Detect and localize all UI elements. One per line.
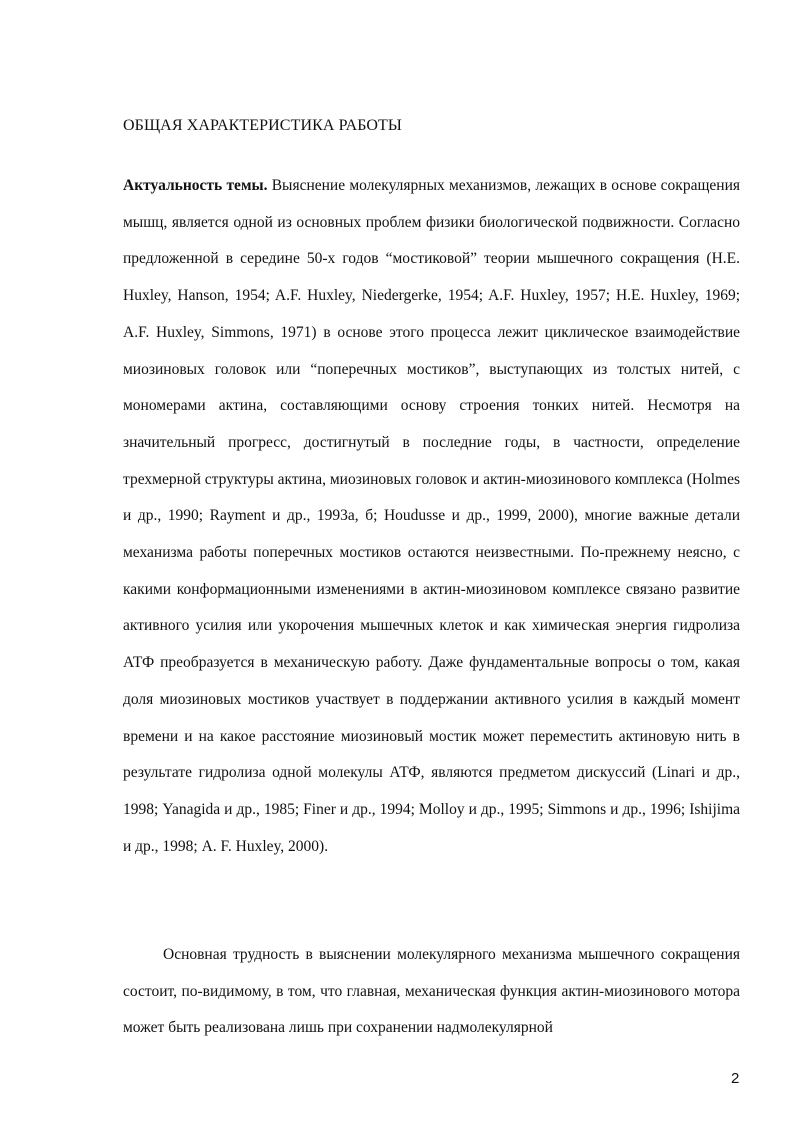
paragraph-body: Выяснение молекулярных механизмов, лежащих в основе сокращения мышц, является одной из основных проблем физики биологической подвижности. Согласно предложенной в середине 50-х годов “мостиковой” теории мышечного сокращения (H.E. Huxley, Hanson, 1954; A.F. Huxley, Niedergerke, 1954; A.F. Huxley, 1957; H.E. Huxley, 1969; A.F. Huxley, Simmons, 1971) в основе этого процесса лежит циклическое взаимодействие миозиновых головок или “поперечных мостиков”, выступающих из толстых нитей, с мономерами актина, составляющими основу строения тонких нитей. Несмотря на значительный прогресс, достигнутый в последние годы, в частности, определение трехмерной структуры актина, миозиновых головок и актин-миозинового комплекса (Holmes и др., 1990; Rayment и др., 1993а, б; Houdusse и др., 1999, 2000), многие важные детали механизма работы поперечных мостиков остаются неизвестными. По-прежнему неясно, с какими конформационными изменениями в актин-миозиновом комплексе связано развитие активного усилия или укорочения мышечных клеток и как химическая энергия гидролиза АТФ преобразуется в механическую работу. Даже фундаментальные вопросы о том, какая доля миозиновых мостиков участвует в поддержании активного усилия в каждый момент времени и на какое расстояние миозиновый мостик может переместить актиновую нить в результате гидролиза одной молекулы АТФ, являются предметом дискуссий (Linari и др., 1998; Yanagida и др., 1985; Finer и др., 1994; Molloy и др., 1995; Simmons и др., 1996; Ishijima и др., 1998; A. F. Huxley, 2000).: [123, 177, 740, 855]
paragraph-main-difficulty: Основная трудность в выяснении молекулярного механизма мышечного сокращения состоит, по-видимому, в том, что главная, механическая функция актин-миозинового мотора может быть реализована лишь при сохранении надмолекулярной: [123, 946, 740, 1037]
page-number: 2: [731, 1070, 740, 1087]
section-title: ОБЩАЯ ХАРАКТЕРИСТИКА РАБОТЫ: [123, 117, 402, 134]
paragraph-relevance: [123, 168, 740, 865]
paragraph-lead: Актуальность темы.: [123, 177, 268, 194]
